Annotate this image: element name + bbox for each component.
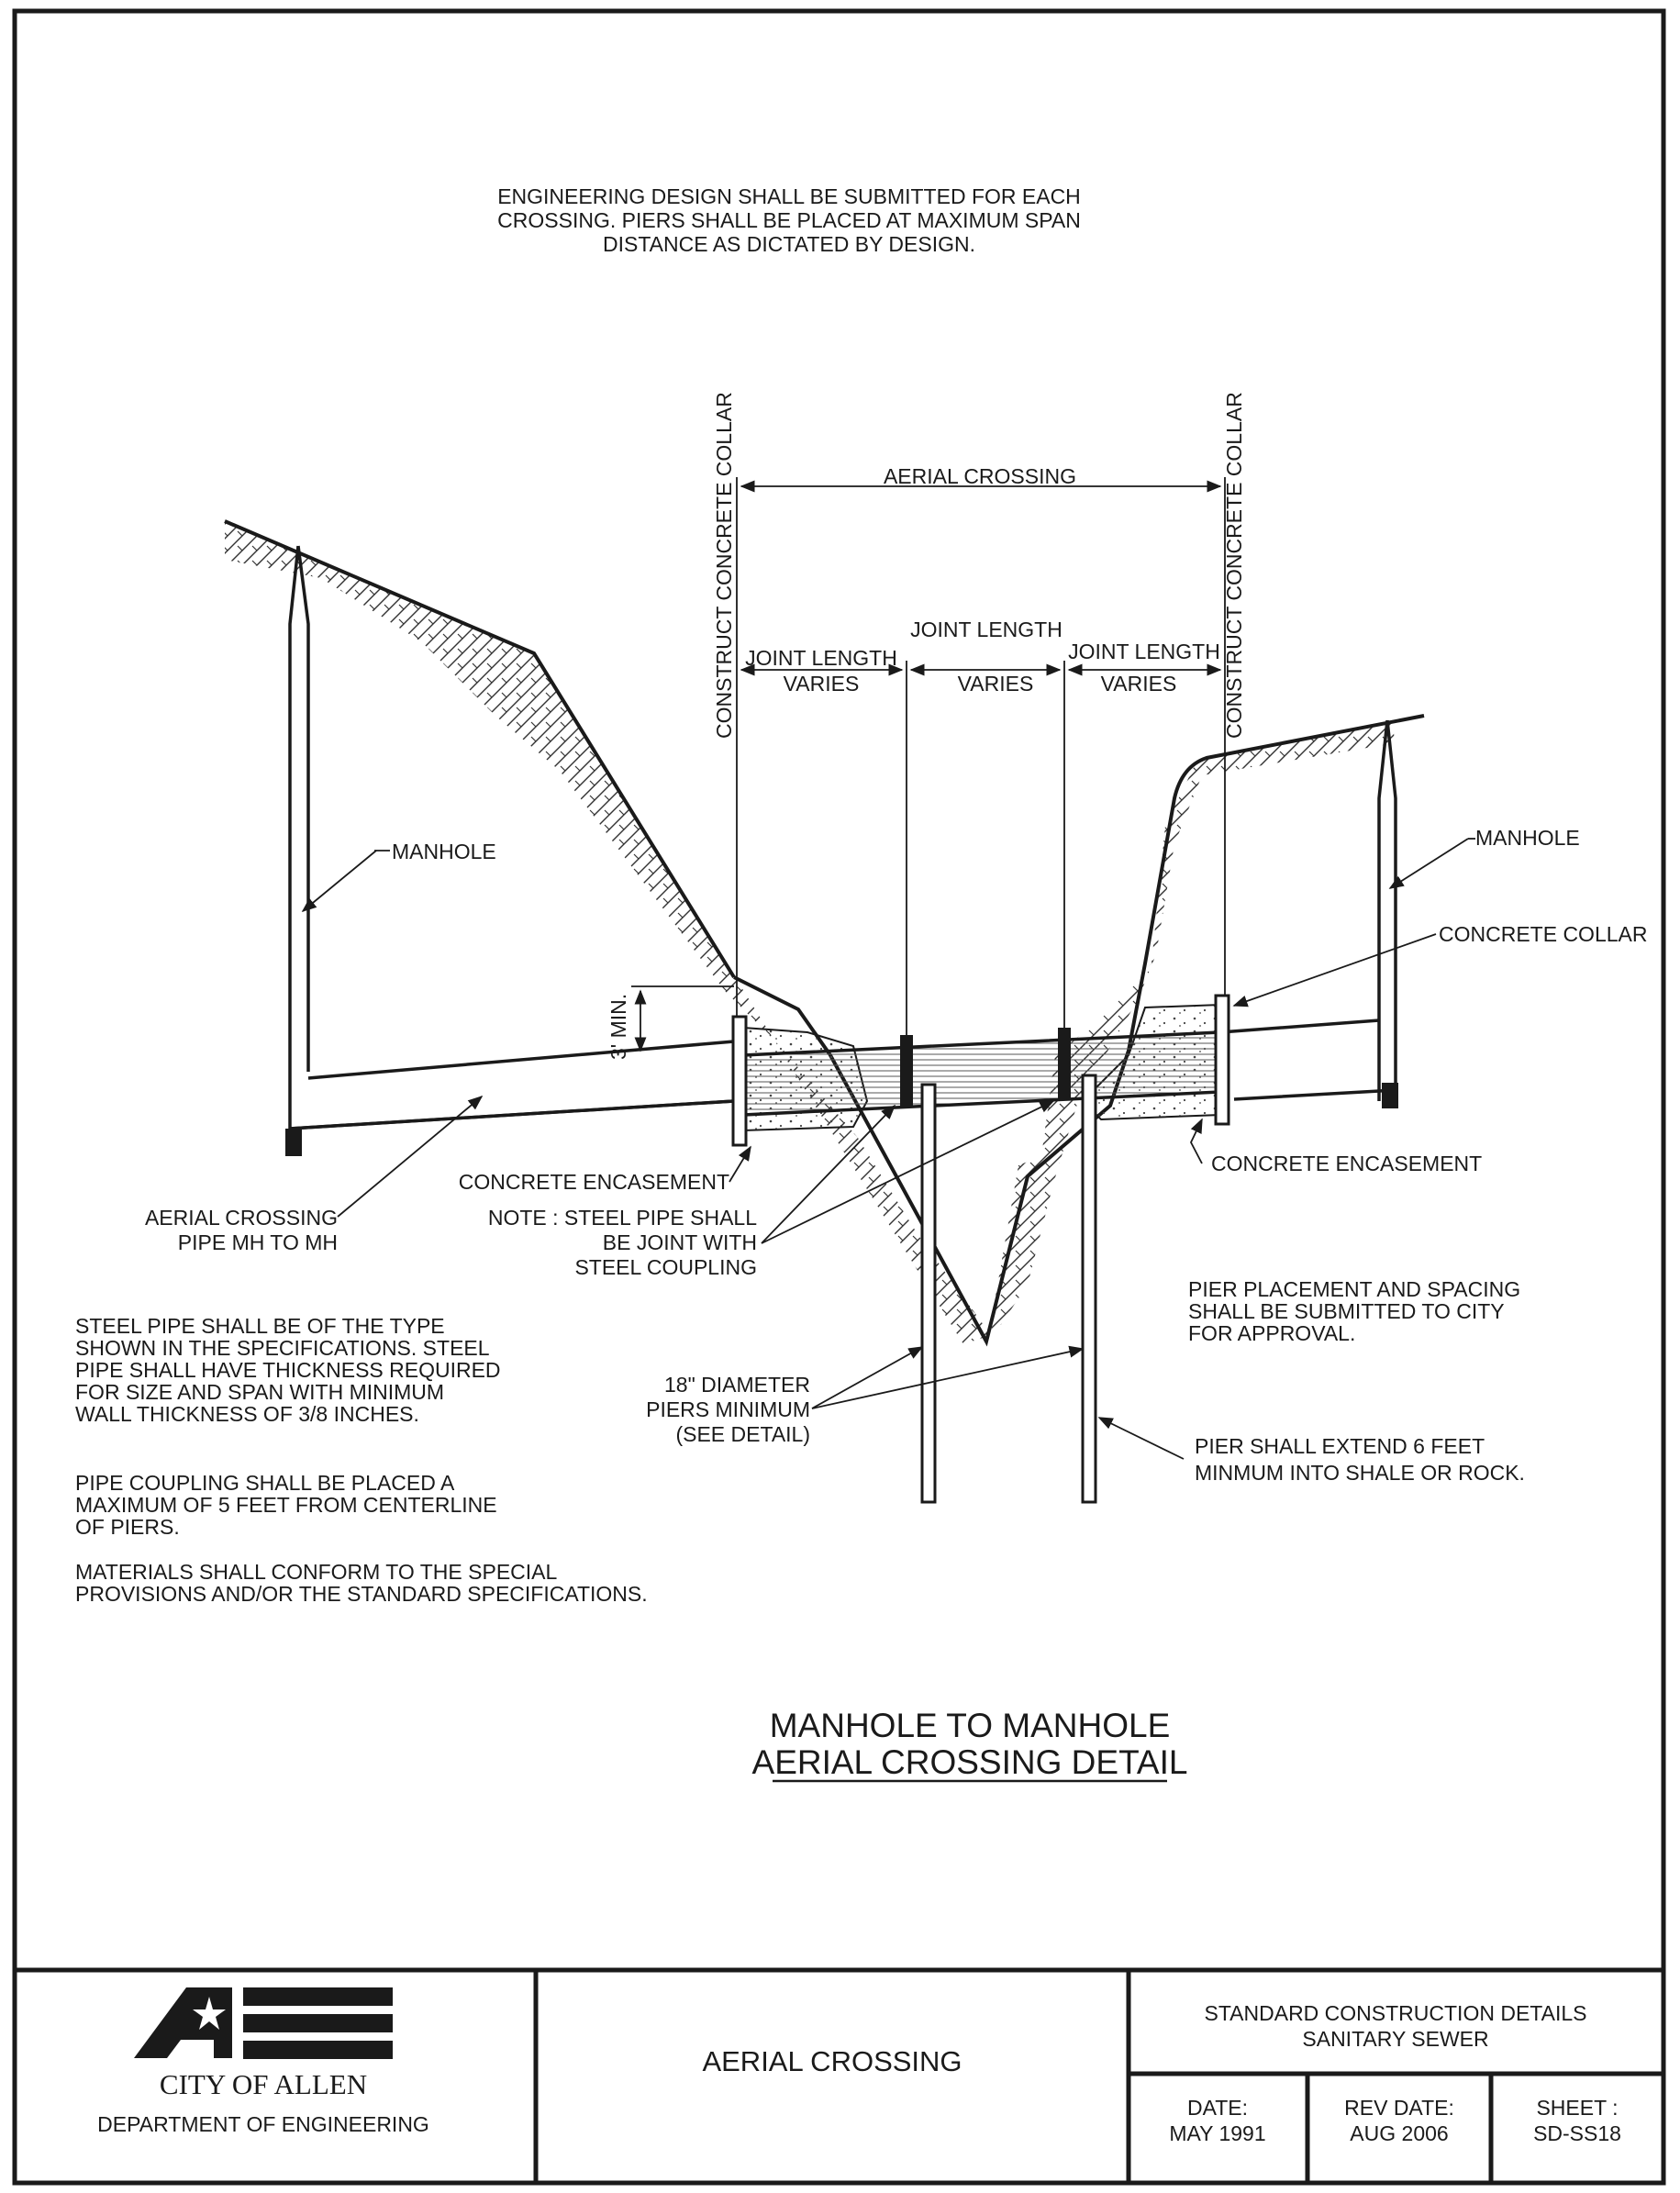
svg-text:(SEE DETAIL): (SEE DETAIL) xyxy=(675,1422,810,1446)
manhole-right-label: MANHOLE xyxy=(1475,826,1580,850)
top-note-line-3: DISTANCE AS DICTATED BY DESIGN. xyxy=(603,232,975,256)
svg-text:NOTE : STEEL PIPE SHALL: NOTE : STEEL PIPE SHALL xyxy=(487,1206,757,1230)
aerial-pipe-label xyxy=(145,1206,338,1254)
svg-text:STEEL PIPE SHALL BE OF THE TYP: STEEL PIPE SHALL BE OF THE TYPE xyxy=(75,1314,445,1338)
collar-left-label: CONSTRUCT CONCRETE COLLAR xyxy=(712,392,736,739)
aerial-crossing-dim-label: AERIAL CROSSING xyxy=(883,464,1077,488)
collar-right xyxy=(1216,996,1229,1124)
concrete-encasement-left-label: CONCRETE ENCASEMENT xyxy=(458,1170,729,1194)
top-note-line-2: CROSSING. PIERS SHALL BE PLACED AT MAXIMUM SPAN xyxy=(497,208,1081,232)
svg-text:FOR SIZE AND SPAN WITH MINIMUM: FOR SIZE AND SPAN WITH MINIMUM xyxy=(75,1380,445,1404)
sheet-number: SD-SS18 xyxy=(1533,2121,1621,2145)
svg-text:SHALL BE SUBMITTED TO CITY: SHALL BE SUBMITTED TO CITY xyxy=(1188,1299,1505,1323)
varies-left-label: VARIES xyxy=(783,672,860,696)
three-ft-min-label: 3' MIN. xyxy=(606,993,630,1060)
svg-text:SHOWN IN THE SPECIFICATIONS. S: SHOWN IN THE SPECIFICATIONS. STEEL xyxy=(75,1336,490,1360)
coupling-2 xyxy=(1058,1028,1071,1099)
piers-label xyxy=(646,1373,810,1446)
svg-text:PROVISIONS AND/OR THE STANDARD: PROVISIONS AND/OR THE STANDARD SPECIFICATIONS. xyxy=(75,1582,648,1606)
svg-text:BE JOINT WITH: BE JOINT WITH xyxy=(602,1230,757,1254)
left-manhole xyxy=(285,546,734,1156)
standard-line-1: STANDARD CONSTRUCTION DETAILS xyxy=(1204,2001,1587,2025)
pier-1 xyxy=(922,1085,935,1502)
rev-date-value: AUG 2006 xyxy=(1350,2121,1449,2145)
left-ground-line xyxy=(225,521,734,977)
standard-line-2: SANITARY SEWER xyxy=(1302,2027,1489,2051)
top-note-line-1: ENGINEERING DESIGN SHALL BE SUBMITTED FOR EACH xyxy=(497,184,1081,208)
sheet-label: SHEET : xyxy=(1536,2096,1619,2120)
svg-text:PIPE MH TO MH: PIPE MH TO MH xyxy=(177,1230,338,1254)
sheet-title: AERIAL CROSSING xyxy=(702,2045,962,2077)
svg-text:PIER PLACEMENT AND SPACING: PIER PLACEMENT AND SPACING xyxy=(1188,1277,1521,1301)
pier-placement-label xyxy=(1188,1277,1520,1345)
pier-extend-label xyxy=(1195,1434,1525,1485)
date-label: DATE: xyxy=(1186,2096,1249,2120)
svg-text:MINMUM INTO SHALE OR ROCK.: MINMUM INTO SHALE OR ROCK. xyxy=(1195,1461,1525,1485)
concrete-encasement-right-label: CONCRETE ENCASEMENT xyxy=(1211,1152,1483,1175)
city-of-allen-logo xyxy=(134,1987,393,2059)
date-value: MAY 1991 xyxy=(1169,2121,1266,2145)
svg-text:STEEL COUPLING: STEEL COUPLING xyxy=(574,1255,757,1279)
creek-bottom-line xyxy=(734,716,1424,1341)
concrete-collar-label: CONCRETE COLLAR xyxy=(1439,922,1648,946)
svg-text:AERIAL CROSSING DETAIL: AERIAL CROSSING DETAIL xyxy=(751,1743,1188,1781)
svg-text:PIER SHALL EXTEND 6 FEET: PIER SHALL EXTEND 6 FEET xyxy=(1195,1434,1485,1458)
svg-text:18" DIAMETER: 18" DIAMETER xyxy=(664,1373,810,1397)
svg-text:PIPE SHALL HAVE THICKNESS REQU: PIPE SHALL HAVE THICKNESS REQUIRED xyxy=(75,1358,501,1382)
svg-text:OF PIERS.: OF PIERS. xyxy=(75,1515,180,1539)
svg-text:MANHOLE TO MANHOLE: MANHOLE TO MANHOLE xyxy=(769,1707,1171,1744)
svg-text:PIERS MINIMUM: PIERS MINIMUM xyxy=(646,1397,810,1421)
city-name: CITY OF ALLEN xyxy=(159,2068,368,2100)
department-name: DEPARTMENT OF ENGINEERING xyxy=(97,2112,429,2136)
right-manhole xyxy=(1379,720,1398,1108)
varies-mid-label: VARIES xyxy=(957,672,1034,696)
svg-text:MATERIALS SHALL CONFORM TO THE: MATERIALS SHALL CONFORM TO THE SPECIAL xyxy=(75,1560,558,1584)
detail-title xyxy=(752,1707,1188,1781)
svg-text:PIPE COUPLING SHALL BE PLACED: PIPE COUPLING SHALL BE PLACED A xyxy=(75,1471,455,1495)
varies-right-label: VARIES xyxy=(1100,672,1177,696)
joint-length-right-label: JOINT LENGTH xyxy=(1068,640,1220,663)
joint-length-left-label: JOINT LENGTH xyxy=(745,646,897,670)
collar-left xyxy=(733,1017,746,1145)
svg-text:FOR APPROVAL.: FOR APPROVAL. xyxy=(1188,1321,1356,1345)
steel-note-label xyxy=(488,1206,757,1279)
pier-2 xyxy=(1083,1075,1096,1502)
collar-right-label: CONSTRUCT CONCRETE COLLAR xyxy=(1222,392,1246,739)
general-notes xyxy=(75,1314,648,1606)
joint-length-mid-label: JOINT LENGTH xyxy=(910,618,1063,641)
top-note xyxy=(497,184,1081,256)
svg-text:AERIAL CROSSING: AERIAL CROSSING xyxy=(144,1206,338,1230)
manhole-left-label: MANHOLE xyxy=(392,840,496,863)
rev-date-label: REV DATE: xyxy=(1344,2096,1454,2120)
svg-text:WALL THICKNESS OF 3/8 INCHES.: WALL THICKNESS OF 3/8 INCHES. xyxy=(75,1402,419,1426)
svg-text:MAXIMUM OF 5 FEET FROM CENTERL: MAXIMUM OF 5 FEET FROM CENTERLINE xyxy=(75,1493,497,1517)
coupling-1 xyxy=(900,1035,913,1107)
